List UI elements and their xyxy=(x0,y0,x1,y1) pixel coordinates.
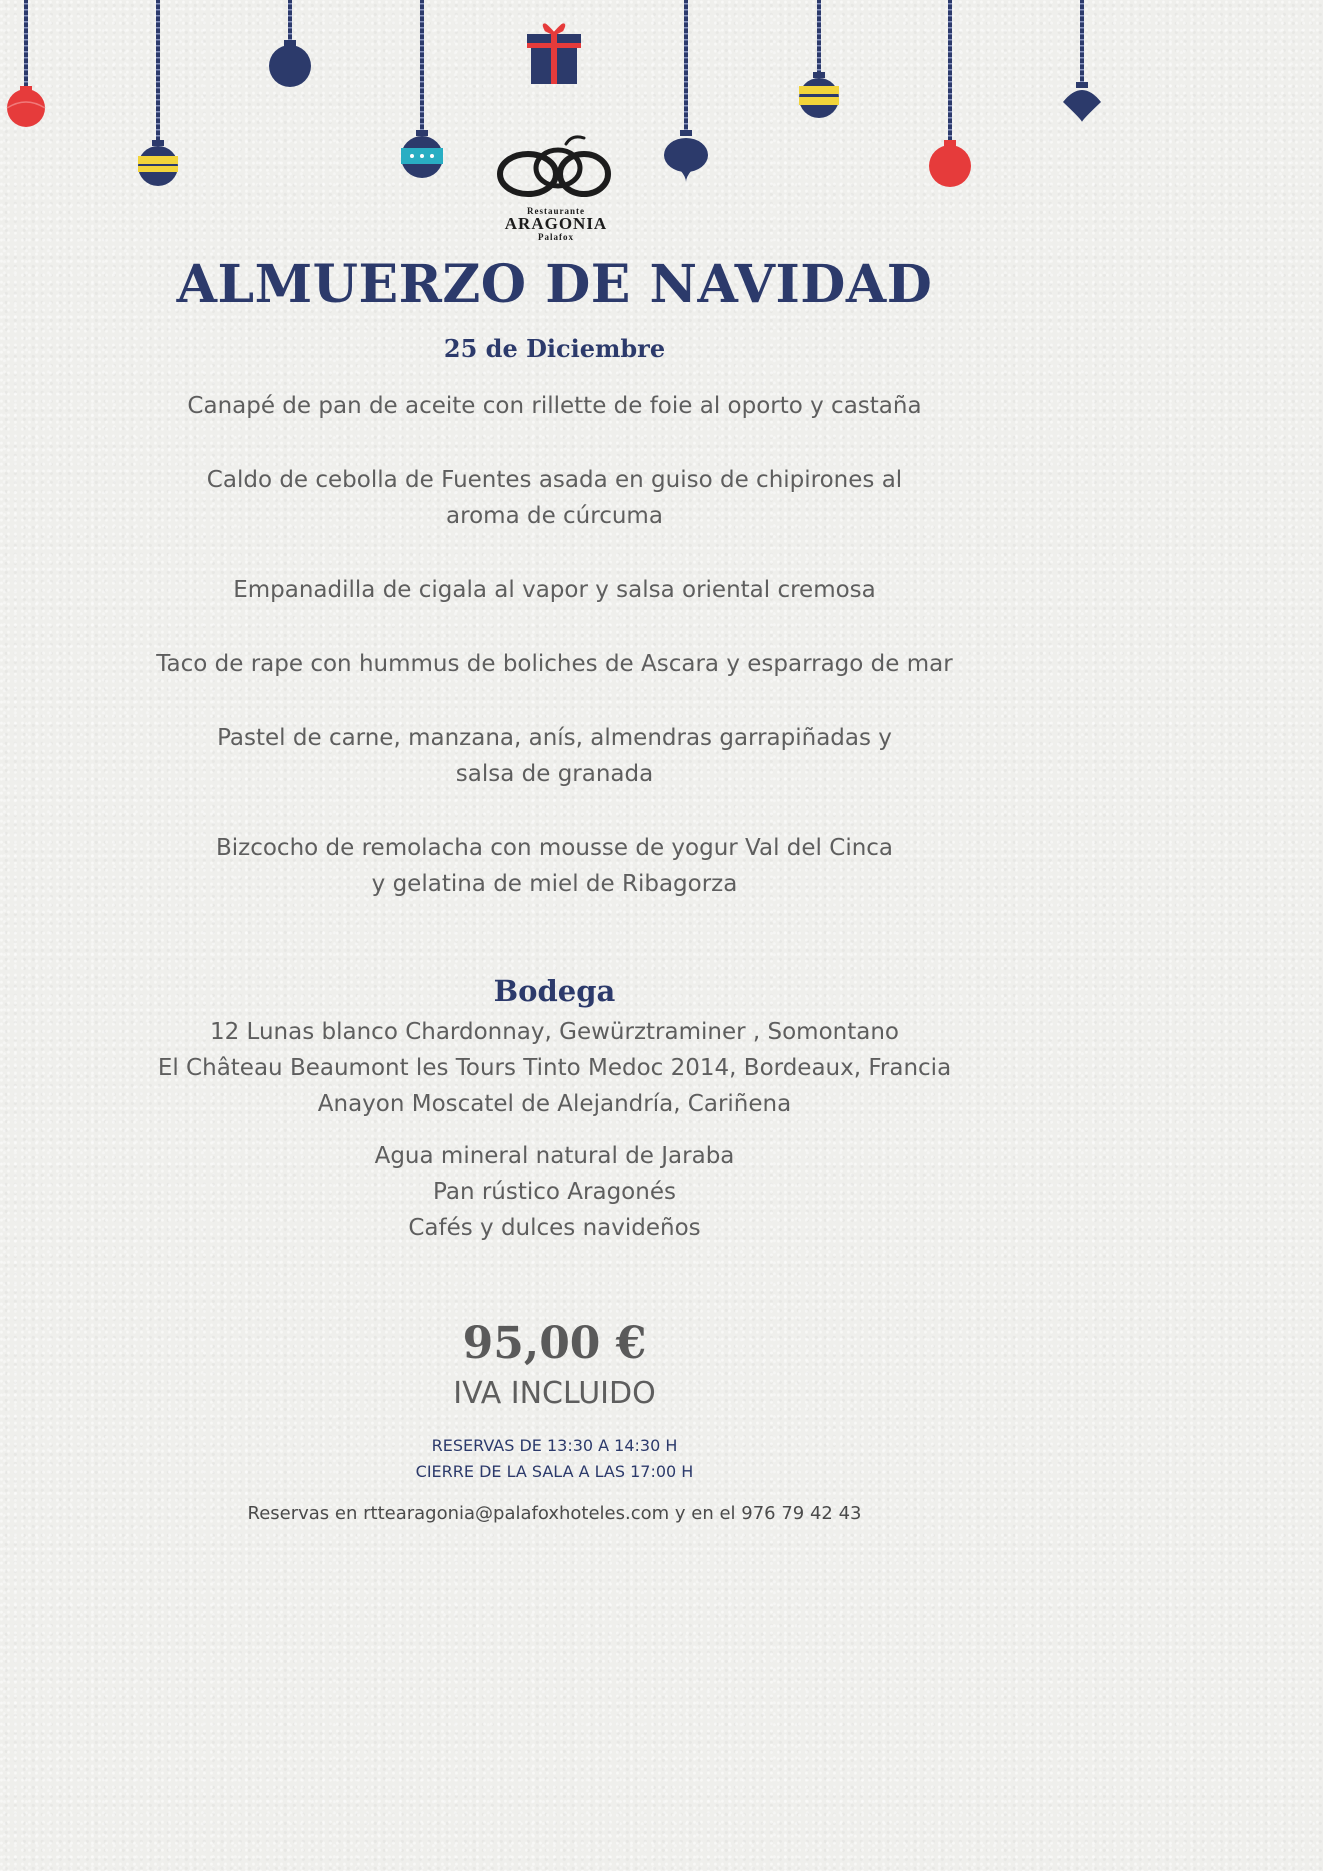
closing-time: CIERRE DE LA SALA A LAS 17:00 H xyxy=(415,1462,694,1481)
extra-item: Cafés y dulces navideños xyxy=(408,1215,701,1241)
event-date: 25 de Diciembre xyxy=(443,334,666,363)
wine-list xyxy=(0,1014,1109,1122)
logo-subtitle-bottom: Palafox xyxy=(538,232,574,242)
gift-box-icon xyxy=(527,25,581,84)
extra-item: Pan rústico Aragonés xyxy=(433,1179,676,1205)
ornament-icon xyxy=(269,0,311,87)
ornament-icon xyxy=(929,0,971,187)
menu-item: Canapé de pan de aceite con rillette de foie al oporto y castaña xyxy=(187,393,922,419)
opening-hours xyxy=(0,1433,1109,1485)
reservation-hours: RESERVAS DE 13:30 A 14:30 H xyxy=(431,1436,678,1455)
ornament-icon xyxy=(7,0,45,127)
contact-info: Reservas en rttearagonia@palafoxhoteles.com y en el 976 79 42 43 xyxy=(247,1503,862,1524)
extras-list xyxy=(0,1138,1109,1246)
restaurant-logo-icon xyxy=(494,130,618,202)
menu-item: Caldo de cebolla de Fuentes asada en guiso de chipirones al aroma de cúrcuma xyxy=(206,467,903,529)
menu-item: Taco de rape con hummus de boliches de Ascara y esparrago de mar xyxy=(156,651,953,677)
ornament-icon xyxy=(138,0,178,186)
ornament-icon xyxy=(799,0,839,118)
menu-item: Bizcocho de remolacha con mousse de yogur Val del Cinca y gelatina de miel de Ribagorza xyxy=(215,835,894,897)
restaurant-logo xyxy=(494,130,618,242)
logo-name: ARAGONIA xyxy=(504,214,608,233)
wine-item: El Château Beaumont les Tours Tinto Medoc 2014, Bordeaux, Francia xyxy=(157,1055,952,1081)
ornament-icon xyxy=(664,0,708,182)
menu-item: Pastel de carne, manzana, anís, almendras garrapiñadas y salsa de granada xyxy=(217,725,892,787)
logo-subtitle-top: Restaurante xyxy=(527,206,585,216)
bodega-heading: Bodega xyxy=(493,974,616,1008)
price: 95,00 € xyxy=(462,1318,647,1369)
menu-list xyxy=(0,388,1109,940)
extra-item: Agua mineral natural de Jaraba xyxy=(374,1143,735,1169)
page-title: ALMUERZO DE NAVIDAD xyxy=(176,254,933,315)
ornament-icon xyxy=(401,0,443,178)
wine-item: 12 Lunas blanco Chardonnay, Gewürztraminer , Somontano xyxy=(209,1019,899,1045)
tax-note: IVA INCLUIDO xyxy=(453,1376,656,1411)
menu-item: Empanadilla de cigala al vapor y salsa oriental cremosa xyxy=(233,577,876,603)
wine-item: Anayon Moscatel de Alejandría, Cariñena xyxy=(317,1091,792,1117)
ornament-icon xyxy=(1063,0,1101,122)
